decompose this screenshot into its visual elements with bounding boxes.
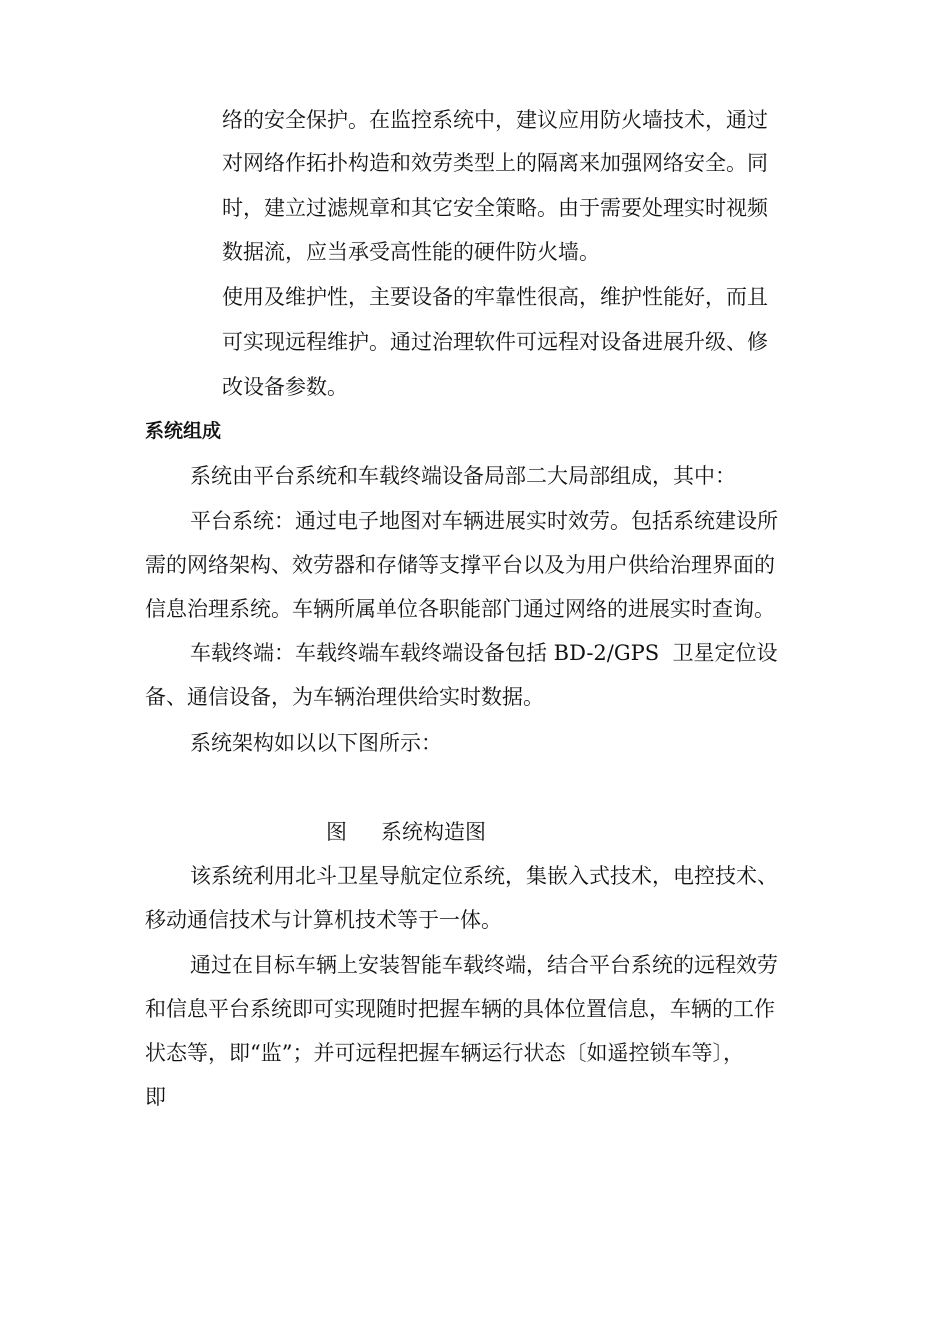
paragraph-line: 和信息平台系统即可实现随时把握车辆的具体位置信息，车辆的工作 (145, 997, 775, 1021)
section-heading: 系统组成 (145, 420, 222, 442)
paragraph-line: 需的网络架构、效劳器和存储等支撑平台以及为用户供给治理界面的 (145, 553, 775, 577)
paragraph-line: 该系统利用北斗卫星导航定位系统，集嵌入式技术，电控技术、 (190, 864, 778, 888)
paragraph-line: 系统架构如以以下图所示： (190, 731, 442, 755)
paragraph-line: 对网络作拓扑构造和效劳类型上的隔离来加强网络安全。同 (222, 151, 768, 175)
paragraph-line: 备、通信设备，为车辆治理供给实时数据。 (145, 685, 544, 709)
figure-caption-label: 图 (326, 820, 347, 844)
paragraph-line: 数据流，应当承受高性能的硬件防火墙。 (222, 240, 600, 264)
paragraph-line: 信息治理系统。车辆所属单位各职能部门通过网络的进展实时查询。 (145, 597, 775, 621)
figure-caption-title: 系统构造图 (381, 820, 486, 844)
paragraph-line: 状态等，即“监”；并可远程把握车辆运行状态〔如遥控锁车等〕， (145, 1041, 744, 1065)
paragraph-line: 使用及维护性，主要设备的牢靠性很高，维护性能好，而且 (222, 285, 768, 309)
paragraph-line: 改设备参数。 (222, 375, 348, 399)
paragraph-line: 通过在目标车辆上安装智能车载终端，结合平台系统的远程效劳 (190, 953, 778, 977)
paragraph-line: 系统由平台系统和车载终端设备局部二大局部组成，其中： (190, 464, 736, 488)
paragraph-line: 移动通信技术与计算机技术等于一体。 (145, 908, 502, 932)
paragraph-line: 可实现远程维护。通过治理软件可远程对设备进展升级、修 (222, 330, 768, 354)
paragraph-line: 络的安全保护。在监控系统中，建议应用防火墙技术，通过 (222, 108, 768, 132)
paragraph-line: 车载终端：车载终端车载终端设备包括 BD-2/GPS 卫星定位设 (190, 641, 778, 665)
paragraph-line: 时，建立过滤规章和其它安全策略。由于需要处理实时视频 (222, 196, 768, 220)
paragraph-line: 即 (145, 1085, 166, 1109)
paragraph-line: 平台系统：通过电子地图对车辆进展实时效劳。包括系统建设所 (190, 509, 778, 533)
